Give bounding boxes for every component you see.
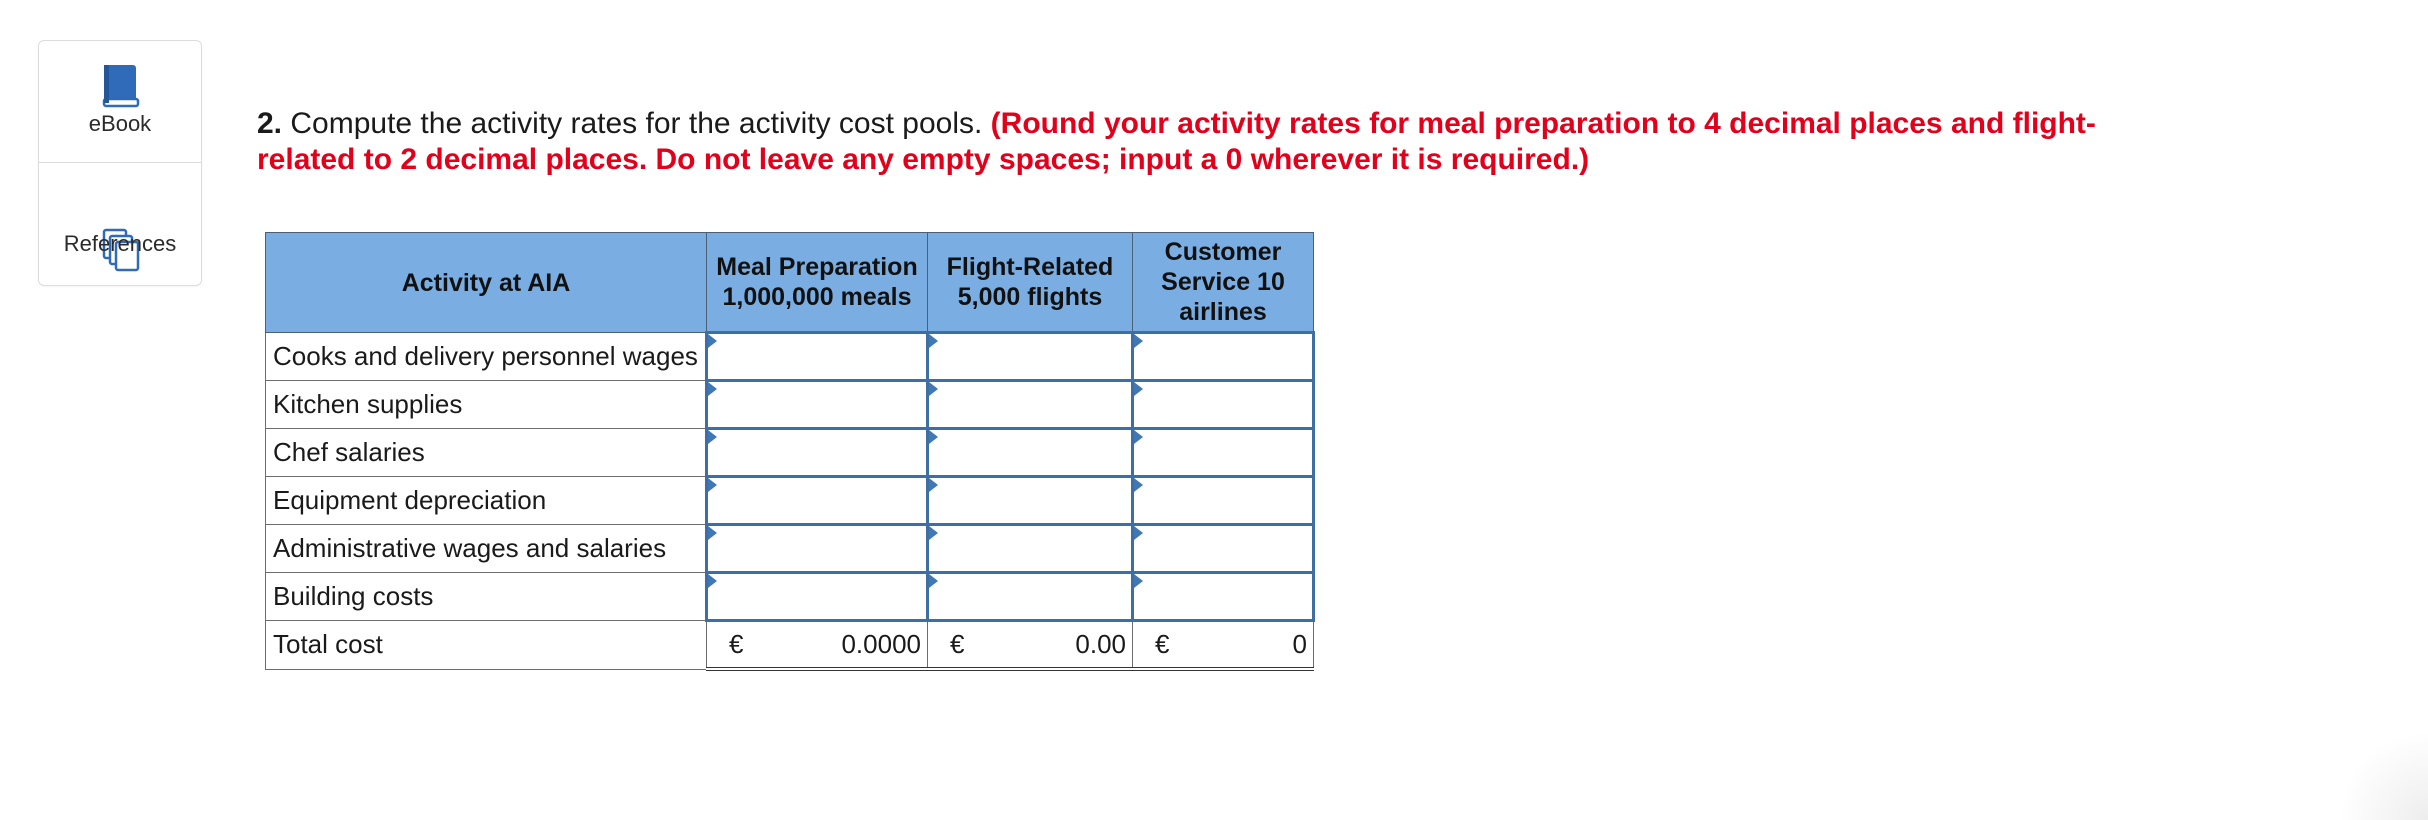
meal-input-cell[interactable]: [707, 333, 928, 381]
row-label: Administrative wages and salaries: [266, 525, 707, 573]
total-service-cell: [1133, 621, 1314, 670]
resources-panel: [38, 40, 202, 286]
question-text: Compute the activity rates for the activity cost pools.: [282, 107, 991, 140]
service-input-cell[interactable]: [1133, 381, 1314, 429]
total-service-value: 0: [1292, 629, 1307, 659]
meal-input-cell[interactable]: [707, 525, 928, 573]
question-instruction: (Round your activity rates for meal preparation to 4 decimal places and flight-related to 2 decimal places. Do not leave any empty spaces; input a 0 wherever it is required.): [257, 107, 2096, 176]
meal-input-cell[interactable]: [707, 381, 928, 429]
service-rate-input[interactable]: [1134, 430, 1312, 475]
service-rate-input[interactable]: [1134, 334, 1312, 379]
flight-input-cell[interactable]: [928, 525, 1133, 573]
service-rate-input[interactable]: [1134, 382, 1312, 427]
total-flight-value: 0.00: [1075, 629, 1126, 659]
service-input-cell[interactable]: [1133, 429, 1314, 477]
flight-input-cell[interactable]: [928, 333, 1133, 381]
total-row: [266, 621, 1314, 670]
total-meal-value: 0.0000: [841, 629, 921, 659]
flight-rate-input[interactable]: [929, 526, 1131, 571]
currency-symbol: €: [729, 629, 744, 659]
meal-input-cell[interactable]: [707, 477, 928, 525]
flight-input-cell[interactable]: [928, 429, 1133, 477]
table-row: [266, 573, 1314, 621]
flight-rate-input[interactable]: [929, 334, 1131, 379]
meal-rate-input[interactable]: [708, 478, 926, 523]
total-label: Total cost: [266, 621, 707, 670]
flight-input-cell[interactable]: [928, 573, 1133, 621]
row-label: Equipment depreciation: [266, 477, 707, 525]
table-row: [266, 525, 1314, 573]
flight-input-cell[interactable]: [928, 381, 1133, 429]
activity-rates-table: [265, 232, 1315, 671]
total-flight-cell: [928, 621, 1133, 670]
flight-rate-input[interactable]: [929, 382, 1131, 427]
service-input-cell[interactable]: [1133, 525, 1314, 573]
flight-rate-input[interactable]: [929, 430, 1131, 475]
row-label: Building costs: [266, 573, 707, 621]
question-prompt: [257, 106, 2157, 178]
table-row: [266, 477, 1314, 525]
flight-rate-input[interactable]: [929, 478, 1131, 523]
table-row: [266, 333, 1314, 381]
meal-input-cell[interactable]: [707, 429, 928, 477]
header-row: [266, 233, 1314, 333]
header-activity: Activity at AIA: [266, 233, 707, 333]
references-button[interactable]: [39, 41, 201, 285]
service-input-cell[interactable]: [1133, 333, 1314, 381]
currency-symbol: €: [950, 629, 965, 659]
meal-input-cell[interactable]: [707, 573, 928, 621]
currency-symbol: €: [1155, 629, 1170, 659]
meal-rate-input[interactable]: [708, 382, 926, 427]
total-meal-cell: [707, 621, 928, 670]
service-input-cell[interactable]: [1133, 573, 1314, 621]
references-label: References: [63, 231, 177, 256]
header-meal-preparation: Meal Preparation 1,000,000 meals: [707, 233, 928, 333]
question-number: 2.: [257, 107, 283, 140]
service-rate-input[interactable]: [1134, 574, 1312, 619]
row-label: Chef salaries: [266, 429, 707, 477]
service-input-cell[interactable]: [1133, 477, 1314, 525]
table-row: [266, 429, 1314, 477]
table-row: [266, 381, 1314, 429]
service-rate-input[interactable]: [1134, 478, 1312, 523]
meal-rate-input[interactable]: [708, 574, 926, 619]
meal-rate-input[interactable]: [708, 430, 926, 475]
meal-rate-input[interactable]: [708, 334, 926, 379]
flight-input-cell[interactable]: [928, 477, 1133, 525]
corner-shadow: [2338, 730, 2428, 820]
ebook-label: eBook: [88, 111, 152, 136]
flight-rate-input[interactable]: [929, 574, 1131, 619]
row-label: Cooks and delivery personnel wages: [266, 333, 707, 381]
service-rate-input[interactable]: [1134, 526, 1312, 571]
header-customer-service: Customer Service 10 airlines: [1133, 233, 1314, 333]
header-flight-related: Flight-Related 5,000 flights: [928, 233, 1133, 333]
meal-rate-input[interactable]: [708, 526, 926, 571]
row-label: Kitchen supplies: [266, 381, 707, 429]
